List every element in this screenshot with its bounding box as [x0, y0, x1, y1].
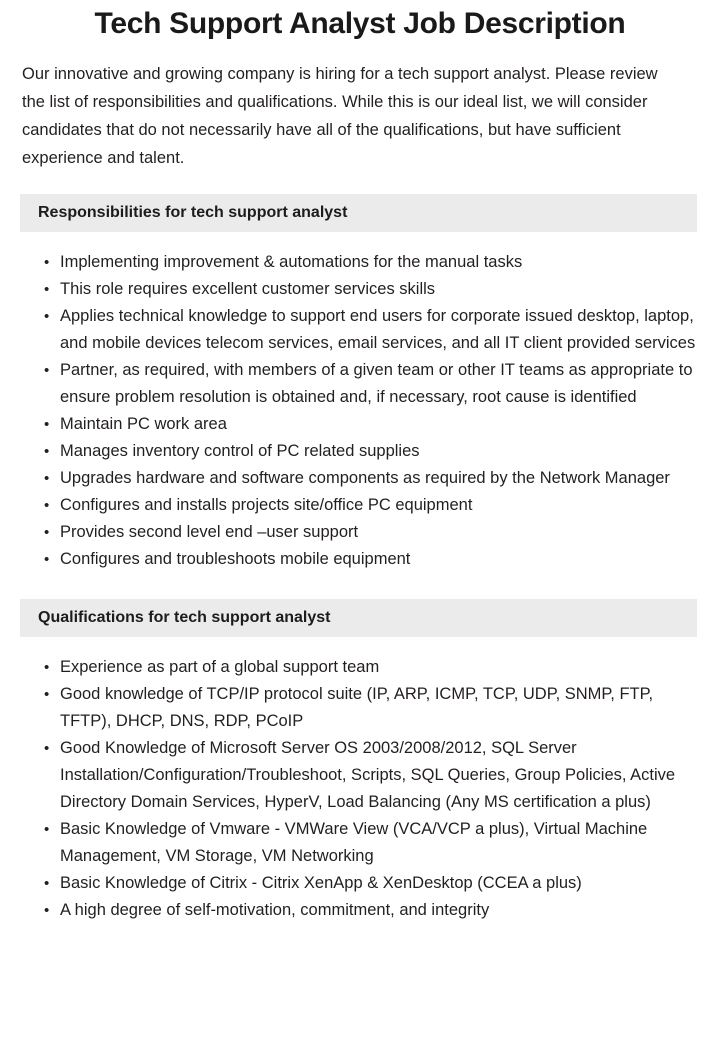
intro-paragraph: Our innovative and growing company is hiring for a tech support analyst. Please review the list of responsibilities and qualifications. While this is our ideal list, we will consider candidates that do not necessarily have all of the qualifications, but have sufficient experience and talent.	[22, 65, 658, 167]
list-item: • Manages inventory control of PC related supplies	[44, 438, 700, 465]
responsibilities-list	[0, 232, 720, 573]
responsibilities-section	[0, 194, 720, 573]
list-item: • Maintain PC work area	[44, 411, 700, 438]
qualifications-section-heading: Qualifications for tech support analyst	[20, 599, 697, 637]
list-item: • This role requires excellent customer services skills	[44, 276, 700, 303]
list-item: • Provides second level end –user support	[44, 519, 700, 546]
list-item: • Applies technical knowledge to support end users for corporate issued desktop, laptop, and mobile devices telecom services, email services, and all IT client provided services	[44, 303, 700, 357]
list-item: • Basic Knowledge of Citrix - Citrix XenApp & XenDesktop (CCEA a plus)	[44, 870, 700, 897]
list-item: • Basic Knowledge of Vmware - VMWare View (VCA/VCP a plus), Virtual Machine Management, VM Storage, VM Networking	[44, 816, 700, 870]
list-item: • Implementing improvement & automations for the manual tasks	[44, 249, 700, 276]
qualifications-section	[0, 599, 720, 924]
list-item: • A high degree of self-motivation, commitment, and integrity	[44, 897, 700, 924]
qualifications-list	[0, 637, 720, 924]
page-title: Tech Support Analyst Job Description	[94, 7, 626, 40]
list-item: • Configures and troubleshoots mobile equipment	[44, 546, 700, 573]
list-item: • Good knowledge of TCP/IP protocol suite (IP, ARP, ICMP, TCP, UDP, SNMP, FTP, TFTP), DHCP, DNS, RDP, PCoIP	[44, 681, 700, 735]
list-item: • Configures and installs projects site/office PC equipment	[44, 492, 700, 519]
page-bottom-spacer	[0, 924, 720, 960]
list-item: • Good Knowledge of Microsoft Server OS 2003/2008/2012, SQL Server Installation/Configuration/Troubleshoot, Scripts, SQL Queries, Group Policies, Active Directory Domain Services, HyperV, Load Balancing (Any MS certification a plus)	[44, 735, 700, 816]
list-item: • Experience as part of a global support team	[44, 654, 700, 681]
list-item: • Partner, as required, with members of a given team or other IT teams as appropriate to ensure problem resolution is obtained and, if necessary, root cause is identified	[44, 357, 700, 411]
list-item: • Upgrades hardware and software components as required by the Network Manager	[44, 465, 700, 492]
responsibilities-section-heading: Responsibilities for tech support analyst	[20, 194, 697, 232]
